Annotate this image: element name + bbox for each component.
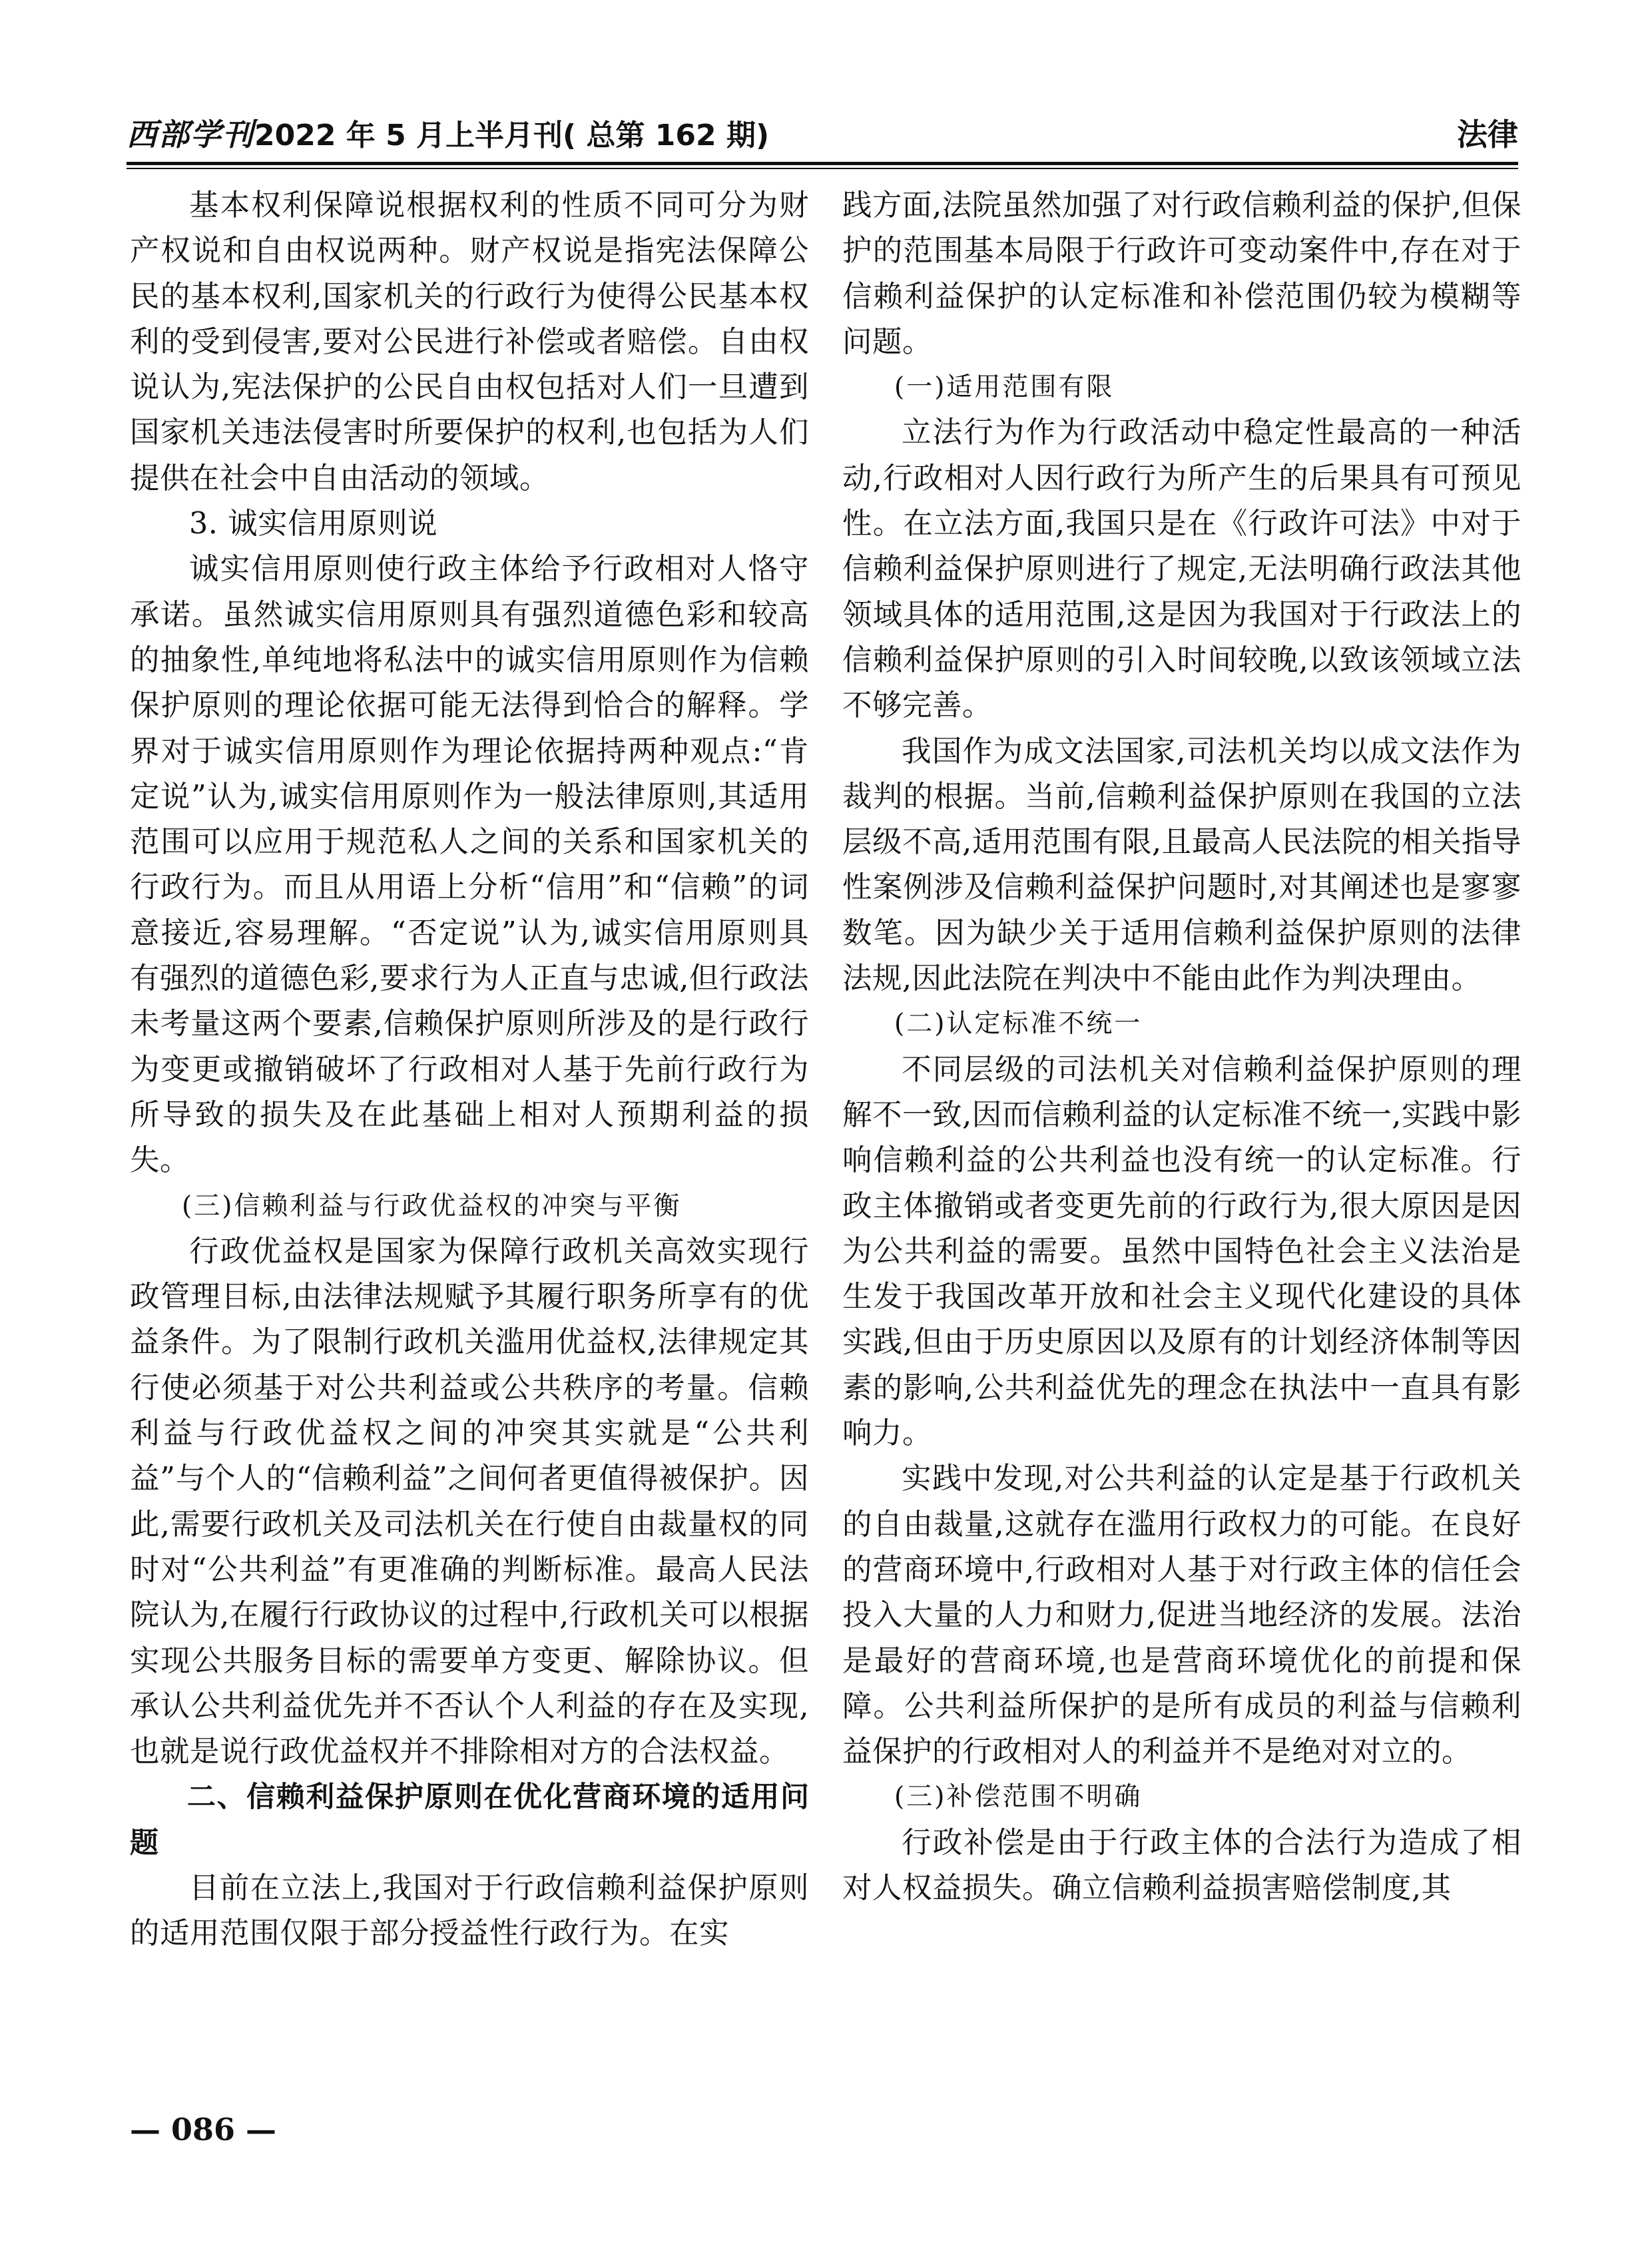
section-heading: 二、信赖利益保护原则在优化营商环境的适用问题: [130, 1781, 809, 1860]
paragraph: 行政补偿是由于行政主体的合法行为造成了相对人权益损失。确立信赖利益损害赔偿制度,其: [842, 1825, 1521, 1905]
paragraph: 诚实信用原则使行政主体给予行政相对人恪守承诺。虽然诚实信用原则具有强烈道德色彩和较高的抽象性,单纯地将私法中的诚实信用原则作为信赖保护原则的理论依据可能无法得到恰合的解释。学界对于诚实信用原则作为理论依据持两种观点:“肯定说”认为,诚实信用原则作为一般法律原则,其适用范围可以应用于规范私人之间的关系和国家机关的行政行为。而且从用语上分析“信用”和“信赖”的词意接近,容易理解。“否定说”认为,诚实信用原则具有强烈的道德色彩,要求行为人正直与忠诚,但行政法未考量这两个要素,信赖保护原则所涉及的是行政行为变更或撤销破坏了行政相对人基于先前行政行为所导致的损失及在此基础上相对人预期利益的损失。: [130, 552, 809, 1178]
issue-info: 2022 年 5 月上半月刊( 总第 162 期): [254, 119, 770, 152]
running-header: [127, 115, 1518, 154]
paragraph: 行政优益权是国家为保障行政机关高效实现行政管理目标,由法律法规赋予其履行职务所享有的优益条件。为了限制行政机关滥用优益权,法律规定其行使必须基于对公共利益或公共秩序的考量。信赖利益与行政优益权之间的冲突其实就是“公共利益”与个人的“信赖利益”之间何者更值得被保护。因此,需要行政机关及司法机关在行使自由裁量权的同时对“公共利益”有更准确的判断标准。最高人民法院认为,在履行行政协议的过程中,行政机关可以根据实现公共服务目标的需要单方变更、解除协议。但承认公共利益优先并不否认个人利益的存在及实现,也就是说行政优益权并不排除相对方的合法权益。: [130, 1234, 809, 1769]
section-label: 法律: [1457, 117, 1518, 152]
right-column: [842, 183, 1521, 1911]
paragraph-continued: 践方面,法院虽然加强了对行政信赖利益的保护,但保护的范围基本局限于行政许可变动案件中,存在对于信赖利益保护的认定标准和补偿范围仍较为模糊等问题。: [842, 188, 1521, 359]
subsection-heading: (一)适用范围有限: [894, 372, 1115, 403]
subsection-heading: 3. 诚实信用原则说: [189, 507, 438, 541]
paragraph: 不同层级的司法机关对信赖利益保护原则的理解不一致,因而信赖利益的认定标准不统一,实践中影响信赖利益的公共利益也没有统一的认定标准。行政主体撤销或者变更先前的行政行为,很大原因是因为公共利益的需要。虽然中国特色社会主义法治是生发于我国改革开放和社会主义现代化建设的具体实践,但由于历史原因以及原有的计划经济体制等因素的影响,公共利益优先的理念在执法中一直具有影响力。: [842, 1052, 1521, 1451]
header-left: [127, 115, 769, 156]
journal-logo: 西部学刊: [127, 117, 254, 152]
subsection-heading: (三)补偿范围不明确: [894, 1782, 1143, 1813]
paragraph: 实践中发现,对公共利益的认定是基于行政机关的自由裁量,这就存在滥用行政权力的可能。在良好的营商环境中,行政相对人基于对行政主体的信任会投入大量的人力和财力,促进当地经济的发展。法治是最好的营商环境,也是营商环境优化的前提和保障。公共利益所保护的是所有成员的利益与信赖利益保护的行政相对人的利益并不是绝对对立的。: [842, 1462, 1521, 1769]
paragraph: 立法行为作为行政活动中稳定性最高的一种活动,行政相对人因行政行为所产生的后果具有可预见性。在立法方面,我国只是在《行政许可法》中对于信赖利益保护原则进行了规定,无法明确行政法其他领域具体的适用范围,这是因为我国对于行政法上的信赖利益保护原则的引入时间较晚,以致该领域立法不够完善。: [842, 416, 1521, 723]
subsection-heading: (二)认定标准不统一: [894, 1009, 1143, 1039]
header-rule-thick: [127, 162, 1518, 165]
paragraph: 基本权利保障说根据权利的性质不同可分为财产权说和自由权说两种。财产权说是指宪法保障公民的基本权利,国家机关的行政行为使得公民基本权利的受到侵害,要对公民进行补偿或者赔偿。自由权说认为,宪法保护的公民自由权包括对人们一旦遭到国家机关违法侵害时所要保护的权利,也包括为人们提供在社会中自由活动的领域。: [130, 188, 809, 495]
left-column: [130, 183, 809, 1957]
paragraph: 我国作为成文法国家,司法机关均以成文法作为裁判的根据。当前,信赖利益保护原则在我国的立法层级不高,适用范围有限,且最高人民法院的相关指导性案例涉及信赖利益保护问题时,对其阐述也是寥寥数笔。因为缺少关于适用信赖利益保护原则的法律法规,因此法院在判决中不能由此作为判决理由。: [842, 734, 1521, 996]
subsection-heading: (三)信赖利益与行政优益权的冲突与平衡: [182, 1191, 682, 1221]
page-number: — 086 —: [130, 2111, 277, 2147]
header-rule-thin: [127, 168, 1518, 169]
paragraph: 目前在立法上,我国对于行政信赖利益保护原则的适用范围仅限于部分授益性行政行为。在实: [130, 1870, 809, 1951]
